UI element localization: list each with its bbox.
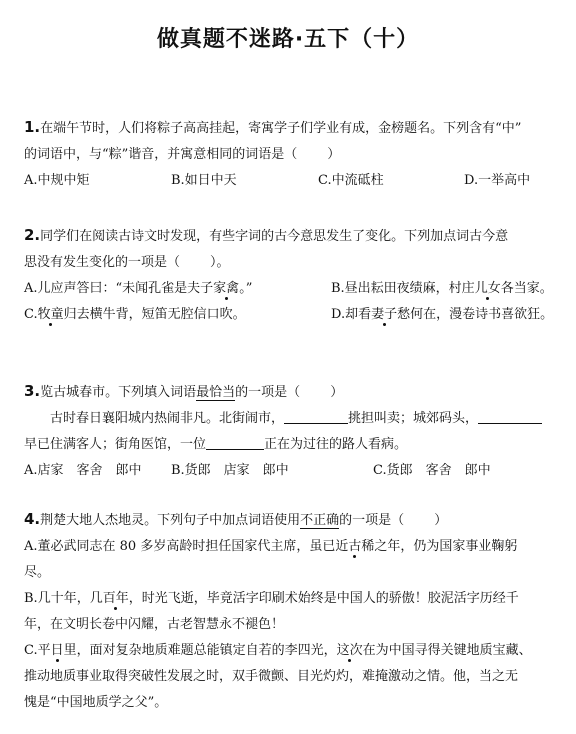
question-text: 的词语中，与“粽”谐音，并寓意相同的词语是（ — [24, 147, 298, 162]
question-4: 4.荆楚大地人杰地灵。下列句子中加点词语使用不正确的一项是（ ） A.董必武同志在 80 多岁高龄时担任国家代主席，虽已近古稀之年，仍为国家事业鞠躬 尽。 B.几十年，几百年，时光飞逝，毕竟活字印刷术始终是中国人的骄傲！胶泥活字历经千 年，在文明长卷中闪耀，古老智慧永不褪色！ C.平日里，面对复杂地质难题总能镇定自若的李四光，这次在为中国寻得关键地质宝藏、 推动地质事业取得突破性发展之时，双手微颤、目光灼灼，难掩激动之情。他，当之无 愧是“中国地质学之父”。 — [24, 506, 560, 716]
option-a-cont: 尽。 — [24, 565, 51, 580]
option-a: A.店家 客舍 郎中 — [24, 463, 142, 478]
option-b: B.昼出耘田夜绩麻，村庄儿女各当家。 — [331, 281, 553, 296]
option-b-cont: 年，在文明长卷中闪耀，古老智慧永不褪色！ — [24, 617, 285, 632]
fill-blank — [478, 409, 542, 424]
question-1: 1.在端午节时，人们将粽子高高挂起，寄寓学子们学业有成，金榜题名。下列含有“中” 的词语中，与“粽”谐音，并寓意相同的词语是（ ） A.中规中矩 B.如日中天 C.中流砥柱 D.一举高中 — [24, 114, 560, 194]
question-text: 在端午节时，人们将粽子高高挂起，寄寓学子们学业有成，金榜题名。下列含有“中” — [40, 121, 522, 136]
fill-blank — [284, 409, 348, 424]
option-d: D.一举高中 — [464, 173, 531, 188]
question-3: 3.览古城春市。下列填入词语最恰当的一项是（ ） 古时春日襄阳城内热闹非凡。北街闹市， 挑担叫卖；城郊码头， 早已住满客人；街角医馆，一位 正在为过往的路人看病。 A.店家 客舍 郎中 B.货郎 店家 郎中 C.货郎 客舍 郎中 — [24, 378, 560, 484]
option-c: C.牧童归去横牛背，短笛无腔信口吹。 — [24, 307, 246, 322]
option-b: B.几十年，几百年，时光飞逝，毕竟活字印刷术始终是中国人的骄傲！胶泥活字历经千 — [24, 591, 519, 606]
option-b: B.如日中天 — [171, 173, 237, 188]
question-number: 1. — [24, 118, 41, 136]
option-a: A.儿应声答曰：“未闻孔雀是夫子家禽。” — [24, 281, 253, 296]
option-c-cont: 愧是“中国地质学之父”。 — [24, 695, 168, 710]
page-title: 做真题不迷路·五下（十） — [156, 27, 420, 52]
question-number: 2. — [24, 226, 41, 244]
question-text: 思没有发生变化的一项是（ — [24, 255, 181, 270]
underlined-keyword: 不正确 — [300, 513, 340, 528]
option-c: C.平日里，面对复杂地质难题总能镇定自若的李四光，这次在为中国寻得关键地质宝藏、 — [24, 643, 532, 658]
option-c: C.中流砥柱 — [318, 173, 384, 188]
option-a: A.董必武同志在 80 多岁高龄时担任国家代主席，虽已近古稀之年，仍为国家事业鞠躬 — [24, 539, 518, 554]
option-a: A.中规中矩 — [24, 173, 90, 188]
underlined-keyword: 最恰当 — [196, 385, 236, 400]
question-number: 3. — [24, 382, 41, 400]
question-number: 4. — [24, 510, 41, 528]
question-2: 2.同学们在阅读古诗文时发现，有些字词的古今意思发生了变化。下列加点词古今意 思没有发生变化的一项是（ ）。 A.儿应声答曰：“未闻孔雀是夫子家禽。” B.昼出耘田夜绩麻，村庄儿女各当家。 C.牧童归去横牛背，短笛无腔信口吹。 D.却看妻子愁何在，漫卷诗书喜欲狂。 — [24, 222, 560, 328]
option-c: C.货郎 客舍 郎中 — [373, 463, 491, 478]
fill-blank — [206, 435, 264, 450]
option-b: B.货郎 店家 郎中 — [171, 463, 289, 478]
option-c-cont: 推动地质事业取得突破性发展之时，双手微颤、目光灼灼，难掩激动之情。他，当之无 — [24, 669, 519, 684]
question-text: 同学们在阅读古诗文时发现，有些字词的古今意思发生了变化。下列加点词古今意 — [40, 229, 509, 244]
option-d: D.却看妻子愁何在，漫卷诗书喜欲狂。 — [331, 307, 554, 322]
